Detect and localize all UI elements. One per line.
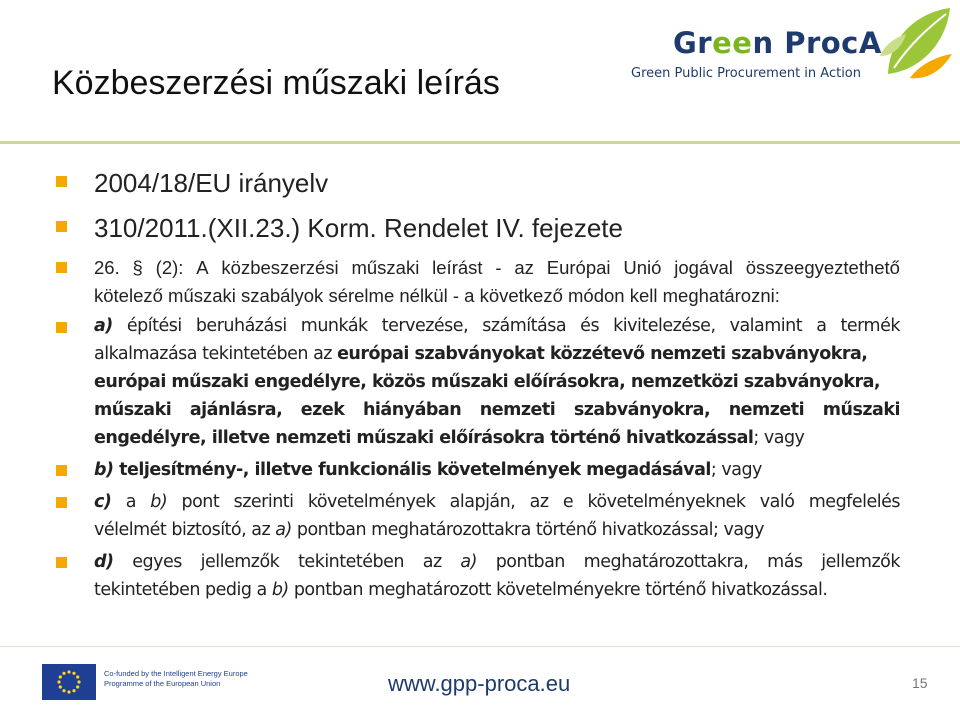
word: hiányában	[362, 400, 462, 420]
logo-subtitle: Green Public Procurement in Action	[631, 66, 862, 81]
word: pontban	[495, 552, 565, 572]
header-divider	[0, 141, 960, 144]
website-link[interactable]: www.gpp-proca.eu	[388, 671, 571, 696]
eu-funding-text	[104, 669, 248, 688]
item-b-label: b)	[94, 460, 114, 480]
word: Európai	[546, 257, 611, 278]
item-a-line2	[94, 344, 867, 364]
item-a-label: a)	[94, 316, 113, 336]
logo-name-part2: ee	[712, 26, 753, 60]
bullet-paragraph-line1	[94, 257, 900, 279]
bullet-directive: 2004/18/EU irányelv	[94, 168, 329, 198]
item-a-line2-bold: európai szabványokat közzétevő nemzeti szabványokra,	[337, 344, 868, 364]
word: más	[767, 552, 803, 572]
word: és	[580, 316, 600, 336]
item-d-line2-ref: b)	[271, 580, 289, 600]
item-d-line1	[94, 552, 900, 572]
eu-flag-icon	[42, 664, 96, 700]
word: egyes	[132, 552, 182, 572]
word: az	[422, 552, 442, 572]
word: nemzeti	[479, 400, 556, 420]
word: tekintetében	[298, 552, 405, 572]
page-number: 15	[912, 675, 928, 691]
bullet-marker-icon	[56, 465, 67, 476]
item-c-line2	[94, 520, 764, 540]
word: való	[759, 492, 795, 512]
item-c-label: c)	[94, 492, 112, 512]
item-a-line5-plain: ; vagy	[753, 428, 805, 448]
item-a-line3: európai műszaki engedélyre, közös műszaki előírásokra, nemzetközi szabványokra,	[94, 372, 881, 392]
word: közbeszerzési	[221, 257, 339, 278]
word: a)	[460, 552, 477, 572]
word: számítása	[482, 316, 567, 336]
word: szabványokra,	[573, 400, 711, 420]
word: követelmények	[307, 492, 436, 512]
word: pont	[181, 492, 220, 512]
bullet-marker-icon	[56, 176, 67, 187]
word: a	[816, 316, 827, 336]
word: leírást	[432, 257, 483, 278]
bullet-marker-icon	[56, 557, 67, 568]
word: jellemzők	[200, 552, 280, 572]
word: b)	[150, 492, 168, 512]
word: ezek	[300, 400, 345, 420]
item-c-line2-pre: vélelmét biztosító, az	[94, 520, 276, 540]
bullet-marker-icon	[56, 221, 67, 232]
word: valamint	[729, 316, 803, 336]
item-b-bold: teljesítmény-, illetve funkcionális követelmények megadásával	[113, 460, 711, 480]
item-a-line1	[94, 316, 900, 336]
word: meghatározottakra,	[583, 552, 749, 572]
word: építési	[126, 316, 182, 336]
word: összeegyeztethető	[745, 257, 900, 278]
item-c-line2-post: pontban meghatározottakra történő hivatkozással; vagy	[291, 520, 765, 540]
word: A	[196, 257, 209, 278]
word: megfelelés	[808, 492, 900, 512]
word: 26.	[94, 257, 120, 278]
word: §	[132, 257, 143, 278]
word: a	[125, 492, 136, 512]
eu-funding-line2: Programme of the European Union	[104, 678, 221, 688]
bullet-regulation: 310/2011.(XII.23.) Korm. Rendelet IV. fejezete	[94, 213, 623, 243]
word: jellemzők	[821, 552, 900, 572]
logo-name	[673, 26, 882, 60]
word: termék	[840, 316, 900, 336]
word: az	[514, 257, 534, 278]
item-b-line	[94, 460, 762, 480]
logo-name-part1: Gr	[673, 26, 713, 60]
word: munkák	[300, 316, 368, 336]
word: szerinti	[233, 492, 294, 512]
item-a-line4	[94, 400, 900, 420]
footer-divider	[0, 646, 960, 647]
word: kivitelezése,	[613, 316, 716, 336]
bullet-marker-icon	[56, 322, 67, 333]
word: nemzeti	[728, 400, 805, 420]
word: ajánlásra,	[189, 400, 283, 420]
logo-name-part3: n ProcA	[752, 26, 882, 60]
item-a-line2-plain: alkalmazása tekintetében az	[94, 344, 338, 364]
word: (2):	[155, 257, 184, 278]
leaf-logo-icon	[880, 4, 954, 84]
word: műszaki	[94, 400, 172, 420]
word: műszaki	[822, 400, 900, 420]
item-b-plain: ; vagy	[710, 460, 762, 480]
item-d-line2-pre: tekintetében pedig a	[94, 580, 272, 600]
slide-header	[0, 0, 960, 143]
item-d-label: d)	[94, 552, 114, 572]
item-c-line2-ref: a)	[275, 520, 292, 540]
item-c-line1	[94, 492, 900, 512]
word: tervezése,	[381, 316, 469, 336]
word: műszaki	[351, 257, 420, 278]
item-a-line5	[94, 428, 804, 448]
item-d-line2	[94, 580, 827, 600]
item-a-line5-bold: engedélyre, illetve nemzeti műszaki előírásokra történő hivatkozással	[94, 428, 754, 448]
word: jogával	[674, 257, 733, 278]
word: beruházási	[195, 316, 287, 336]
word: -	[495, 257, 502, 278]
word: követelményeknek	[587, 492, 746, 512]
eu-funding-line1: Co-funded by the Intelligent Energy Europe	[104, 669, 248, 678]
bullet-paragraph-line2: kötelező műszaki szabályok sérelme nélkül - a következő módon kell meghatározni:	[94, 285, 780, 306]
word: e	[562, 492, 574, 512]
bullet-marker-icon	[56, 497, 67, 508]
item-d-line2-post: pontban meghatározott követelményekre történő hivatkozással.	[288, 580, 828, 600]
slide-title: Közbeszerzési műszaki leírás	[52, 64, 500, 102]
word: az	[529, 492, 549, 512]
word: Unió	[623, 257, 662, 278]
word: alapján,	[449, 492, 516, 512]
bullet-marker-icon	[56, 262, 67, 273]
